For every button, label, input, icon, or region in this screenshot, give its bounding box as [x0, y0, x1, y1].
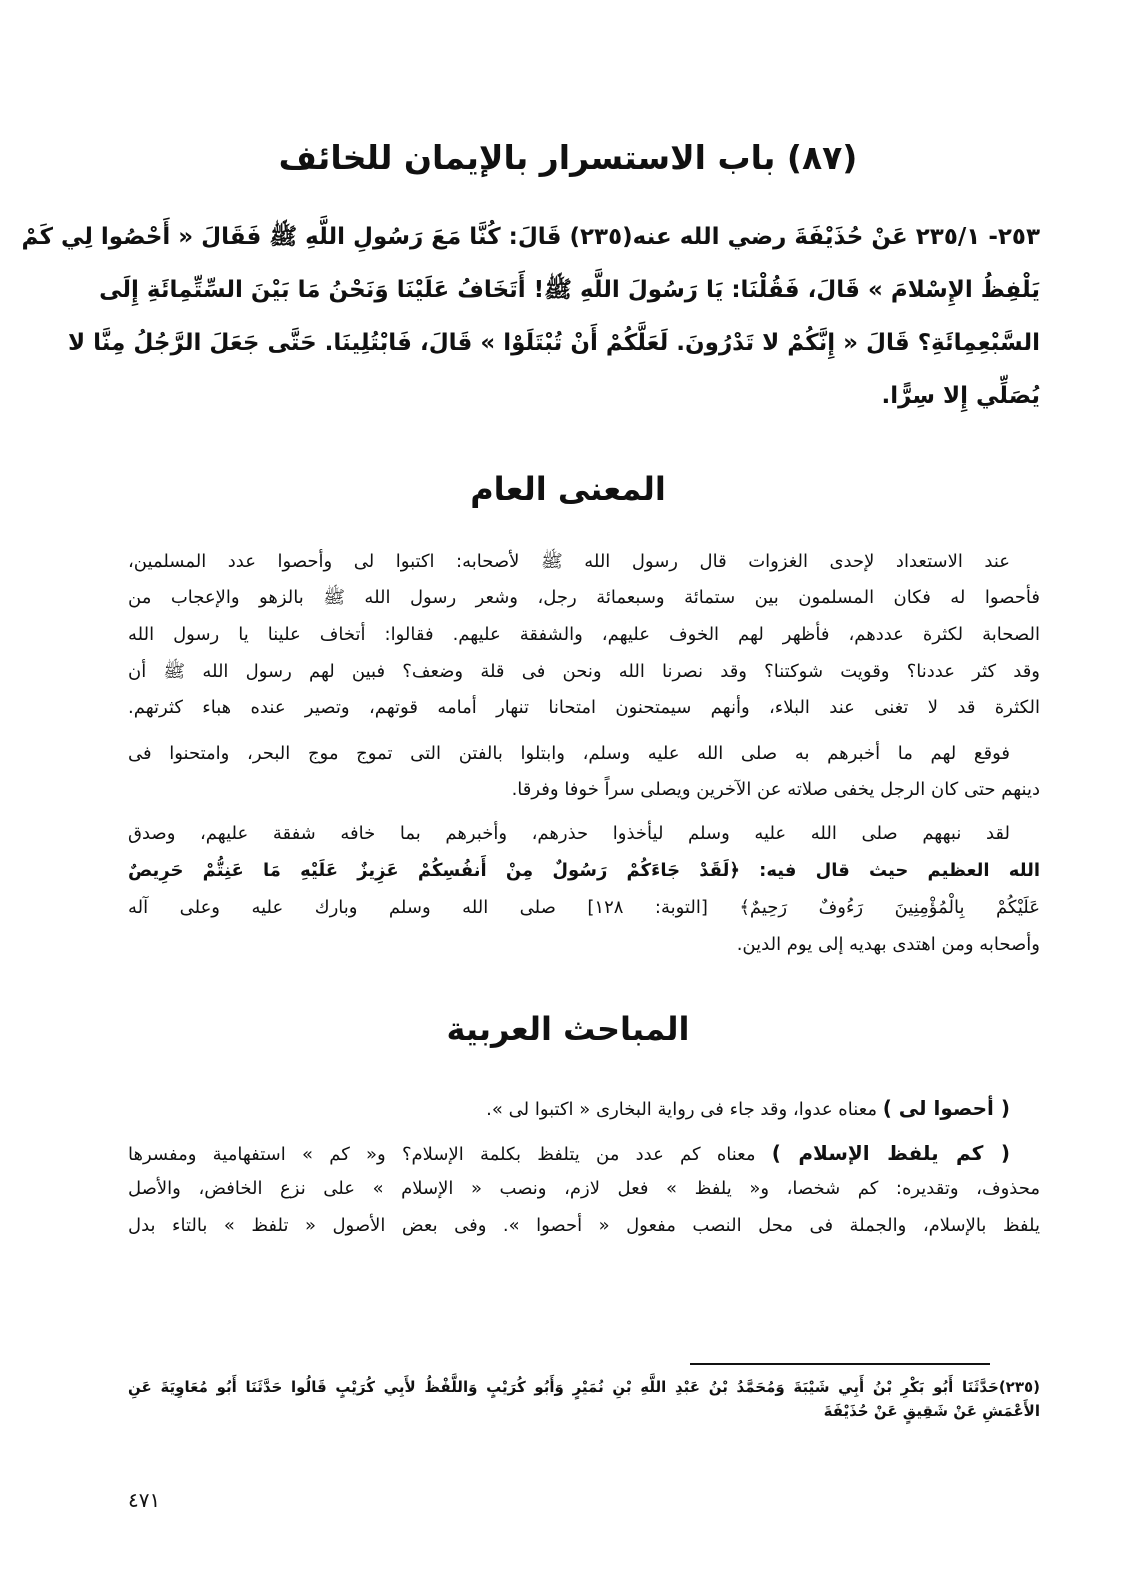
topic-item-1 [128, 1098, 1040, 1119]
text-line: فوقع لهم ما أخبرهم به صلى الله عليه وسلم، وابتلوا بالفتن التى تموج موج البحر، وامتحنوا فى [128, 743, 1010, 764]
topic-term: ( أحصوا لى ) [882, 1096, 1010, 1120]
chapter-title: (٨٧) باب الاستسرار بالإيمان للخائف [278, 138, 858, 177]
text-line: وقد كثر عددنا؟ وقويت شوكتنا؟ وقد نصرنا الله ونحن فى قلة وضعف؟ فبين لهم رسول الله ﷺ أن [128, 661, 1040, 682]
text-line: الصحابة لكثرة عددهم، فأظهر لهم الخوف عليهم، والشفقة عليهم. فقالوا: أتخاف علينا يا رسول الله [128, 624, 1040, 645]
section-heading-general-meaning: المعنى العام [470, 470, 666, 508]
quran-verse-line: الله العظيم حيث قال فيه: ﴿لَقَدْ جَاءَكُمْ رَسُولٌ مِنْ أَنفُسِكُمْ عَزِيزٌ عَلَيْهِ مَا عَنِتُّمْ حَرِيصٌ [128, 860, 1040, 881]
topic-text: معناه عدوا، وقد جاء فى رواية البخارى « اكتبوا لى ». [486, 1099, 883, 1120]
hadith-line: يَلْفِظُ الإِسْلامَ » قَالَ، فَقُلْنَا: يَا رَسُولَ اللَّهِ ﷺ! أَتَخَافُ عَلَيْنَا وَنَحْنُ مَا بَيْنَ السِّتِّمِائَةِ إِلَى [99, 277, 1040, 303]
topic-item-2 [128, 1143, 1040, 1164]
text-line: وأصحابه ومن اهتدى بهديه إلى يوم الدين. [736, 934, 1040, 955]
hadith-line: السَّبْعِمِائَةِ؟ قَالَ « إِنَّكُمْ لا تَدْرُونَ. لَعَلَّكُمْ أَنْ تُبْتَلَوْا » قَالَ، فَابْتُلِينَا. حَتَّى جَعَلَ الرَّجُلُ مِنَّا لا [68, 330, 1040, 356]
text-line: لقد نبههم صلى الله عليه وسلم ليأخذوا حذرهم، وأخبرهم بما خافه شفقة عليهم، وصدق [128, 823, 1010, 844]
hadith-line: ٢٥٣- ٢٣٥/١ عَنْ حُذَيْفَةَ رضي الله عنه(٢٣٥) قَالَ: كُنَّا مَعَ رَسُولِ اللَّهِ ﷺ فَقَالَ « أَحْصُوا لِي كَمْ [21, 224, 1040, 250]
topic-text: معناه كم عدد من يتلفظ بكلمة الإسلام؟ و« كم » استفهامية ومفسرها [128, 1144, 772, 1165]
text-line: الكثرة قد لا تغنى عند البلاء، وأنهم سيمتحنون امتحانا تنهار أمامه قوتهم، وتصير عنده هباء كثرتهم. [128, 697, 1040, 718]
quran-verse-line: عَلَيْكُمْ بِالْمُؤْمِنِينَ رَءُوفٌ رَحِيمٌ﴾ [التوبة: ١٢٨] صلى الله وسلم وبارك عليه وعلى آله [128, 897, 1040, 918]
section-heading-arabic-topics: المباحث العربية [446, 1010, 690, 1048]
page-number: ٤٧١ [128, 1488, 161, 1512]
text-line: يلفظ بالإسلام، والجملة فى محل النصب مفعول « أحصوا ». وفى بعض الأصول « تلفظ » بالتاء بدل [128, 1215, 1040, 1236]
text-line: فأحصوا له فكان المسلمون بين ستمائة وسبعمائة رجل، وشعر رسول الله ﷺ بالزهو والإعجاب من [128, 587, 1040, 608]
text-line: محذوف، وتقديره: كم شخصا، و« يلفظ » فعل لازم، ونصب « الإسلام » على نزع الخافض، والأصل [128, 1178, 1040, 1199]
footnote-divider [690, 1363, 990, 1365]
topic-term: ( كم يلفظ الإسلام ) [771, 1141, 1010, 1165]
footnote-line: (٢٣٥)حَدَّثَنَا أَبُو بَكْرِ بْنُ أَبِي شَيْبَةَ وَمُحَمَّدُ بْنُ عَبْدِ اللَّهِ بْنِ نُمَيْرٍ وَأَبُو كُرَيْبٍ وَاللَّفْظُ لأَبِي كُرَيْبٍ قَالُوا حَدَّثَنَا أَبُو مُعَاوِيَةَ عَنِ [128, 1378, 1040, 1396]
footnote-line: الأَعْمَشِ عَنْ شَقِيقٍ عَنْ حُذَيْفَةَ [823, 1402, 1040, 1420]
text-line: عند الاستعداد لإحدى الغزوات قال رسول الله ﷺ لأصحابه: اكتبوا لى وأحصوا عدد المسلمين، [128, 551, 1010, 572]
hadith-line: يُصَلِّي إِلا سِرًّا. [881, 383, 1040, 409]
text-line: دينهم حتى كان الرجل يخفى صلاته عن الآخرين ويصلى سراً خوفا وفرقا. [511, 779, 1040, 800]
